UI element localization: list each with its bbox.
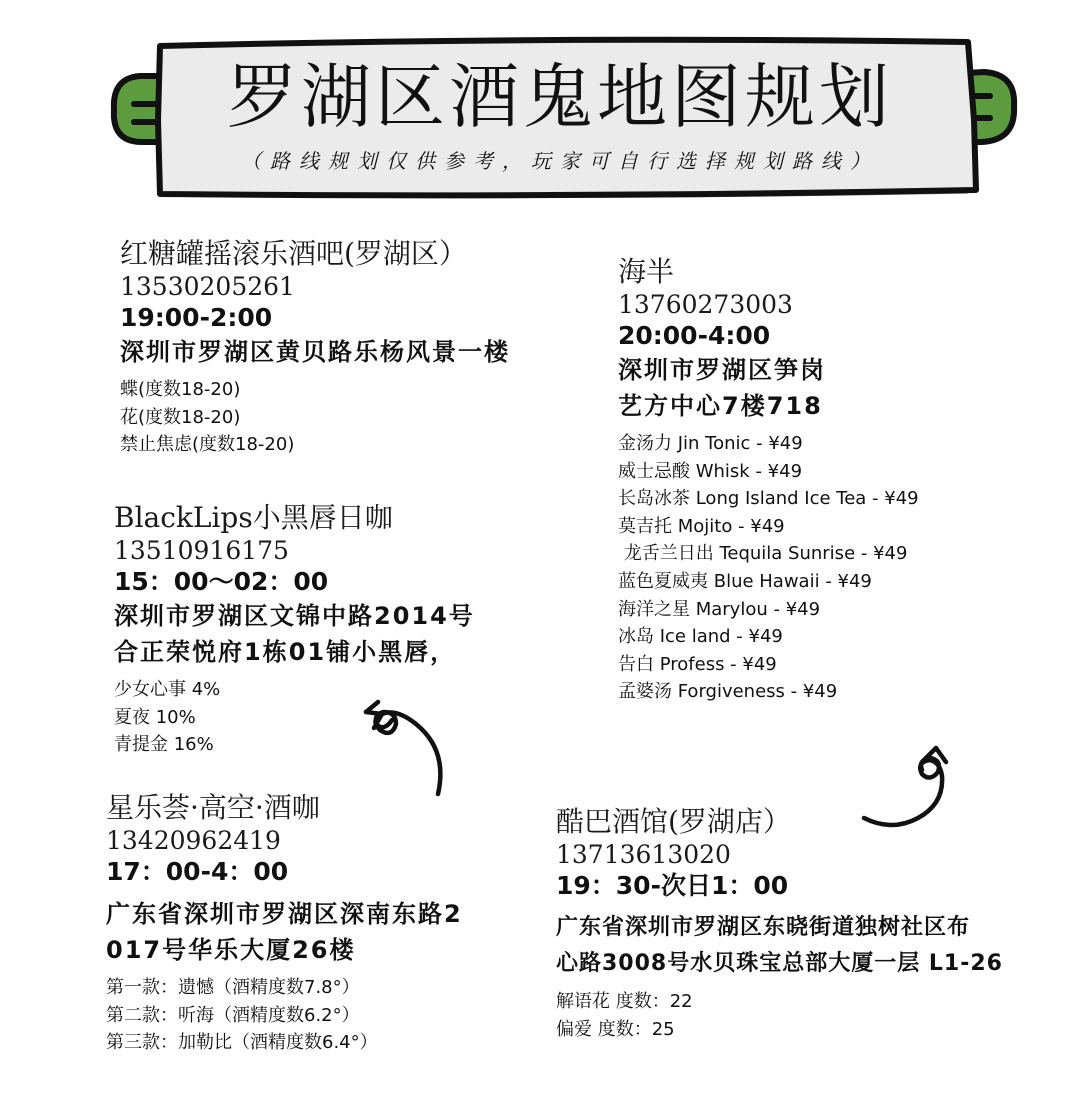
venue-address-line: 合正荣悦府1栋01铺小黑唇， xyxy=(114,638,457,666)
venue-phone: 13510916175 xyxy=(114,536,289,565)
venue-hours: 20:00-4:00 xyxy=(618,321,771,350)
venue-name: BlackLips小黑唇日咖 xyxy=(114,501,393,534)
venue-address-line: 艺方中心7楼718 xyxy=(618,392,823,420)
drink-item: 蓝色夏威夷 Blue Hawaii - ¥49 xyxy=(618,570,872,592)
venue-name: 酷巴酒馆(罗湖店） xyxy=(556,805,791,838)
drink-item: 第一款：遗憾（酒精度数7.8°） xyxy=(106,977,360,998)
venue-hours: 19：30-次日1：00 xyxy=(556,871,789,900)
page-title: 罗湖区酒鬼地图规划 xyxy=(227,56,893,138)
venue-address-line: 深圳市罗湖区文锦中路2014号 xyxy=(114,602,475,630)
drink-item: 第二款：听海（酒精度数6.2°） xyxy=(106,1004,360,1026)
drink-item: 金汤力 Jin Tonic - ¥49 xyxy=(618,433,803,454)
curly-arrow-icon xyxy=(858,738,958,838)
venue-card-hongtangguan xyxy=(120,236,510,459)
venue-address-line: 深圳市罗湖区黄贝路乐杨风景一楼 xyxy=(120,338,510,366)
drink-item: 蝶(度数18-20) xyxy=(120,379,241,400)
drink-item: 冰岛 Ice land - ¥49 xyxy=(618,626,783,648)
drink-list xyxy=(120,376,510,459)
venue-hours: 15：00～02：00 xyxy=(114,567,329,596)
drink-item: 孟婆汤 Forgiveness - ¥49 xyxy=(618,681,838,703)
drink-item: 第三款：加勒比（酒精度数6.4°） xyxy=(106,1032,378,1054)
venue-address-line: 017号华乐大厦26楼 xyxy=(106,936,356,964)
venue-address-line: 广东省深圳市罗湖区东晓街道独树社区布 xyxy=(556,915,971,940)
venue-phone: 13530205261 xyxy=(120,272,295,301)
venue-phone: 13760273003 xyxy=(618,290,793,319)
drink-item: 青提金 16% xyxy=(114,734,214,756)
drink-item: 少女心事 4% xyxy=(114,679,221,700)
drink-item: 莫吉托 Mojito - ¥49 xyxy=(618,515,785,537)
venue-phone: 13713613020 xyxy=(556,840,731,869)
venue-card-kuba xyxy=(556,804,1003,1043)
venue-name: 星乐荟·高空·酒咖 xyxy=(106,791,320,824)
drink-item: 告白 Profess - ¥49 xyxy=(618,653,777,675)
drink-item: 海洋之星 Marylou - ¥49 xyxy=(618,598,821,620)
drink-item: 解语花 度数：22 xyxy=(556,991,693,1012)
page-subtitle: （路线规划仅供参考，玩家可自行选择规划路线） xyxy=(241,149,879,173)
drink-list xyxy=(556,988,1003,1043)
drink-list xyxy=(618,430,919,706)
venue-card-haiban xyxy=(618,254,919,706)
venue-address-line: 广东省深圳市罗湖区深南东路2 xyxy=(106,900,463,928)
venue-card-xinglehui xyxy=(106,790,463,1057)
venue-name: 海半 xyxy=(618,255,675,288)
curly-arrow-icon xyxy=(356,690,456,800)
venue-name: 红糖罐摇滚乐酒吧(罗湖区） xyxy=(120,237,467,270)
venue-address-line: 深圳市罗湖区笋岗 xyxy=(618,356,826,384)
drink-item: 夏夜 10% xyxy=(114,706,196,728)
drink-item: 花(度数18-20) xyxy=(120,406,241,428)
venue-phone: 13420962419 xyxy=(106,826,281,855)
drink-item: 禁止焦虑(度数18-20) xyxy=(120,434,295,456)
drink-list xyxy=(106,974,463,1057)
venue-address-line: 心路3008号水贝珠宝总部大厦一层 L1-26 xyxy=(556,951,1003,976)
venue-hours: 19:00-2:00 xyxy=(120,303,273,332)
drink-item: 偏爱 度数：25 xyxy=(556,1018,675,1040)
drink-item: 长岛冰茶 Long Island Ice Tea - ¥49 xyxy=(618,488,919,510)
drink-item: 威士忌酸 Whisk - ¥49 xyxy=(618,460,803,482)
drink-item: 龙舌兰日出 Tequila Sunrise - ¥49 xyxy=(618,543,908,565)
venue-hours: 17：00-4：00 xyxy=(106,857,289,886)
